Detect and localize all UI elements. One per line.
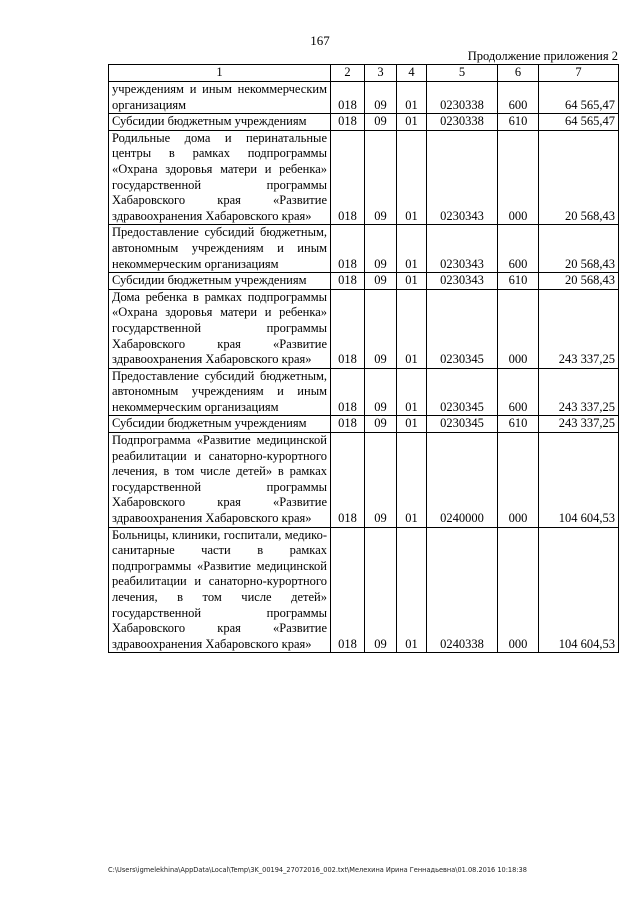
row-section-code: 09 bbox=[365, 273, 397, 290]
row-section-code: 09 bbox=[365, 82, 397, 114]
row-target-article: 0240000 bbox=[427, 433, 498, 528]
row-subsection-code: 01 bbox=[397, 289, 427, 368]
row-section-code: 09 bbox=[365, 368, 397, 416]
row-ministry-code: 018 bbox=[331, 273, 365, 290]
row-subsection-code: 01 bbox=[397, 130, 427, 225]
row-ministry-code: 018 bbox=[331, 82, 365, 114]
row-name-cell: Родильные дома и перинатальные центры в рамках подпрограммы «Охрана здоровья матери и ребенка» государственной программы Хабаровского края «Развитие здравоохранения Хабаровского края» bbox=[109, 130, 331, 225]
row-amount: 20 568,43 bbox=[539, 273, 619, 290]
row-name-cell: Подпрограмма «Развитие медицинской реабилитации и санаторно-курортного лечения, в том числе детей» в рамках государственной программы Хабаровского края «Развитие здравоохранения Хабаровского края» bbox=[109, 433, 331, 528]
row-ministry-code: 018 bbox=[331, 114, 365, 131]
row-ministry-code: 018 bbox=[331, 225, 365, 273]
row-name-cell: учреждениям и иным некоммерческим организациям bbox=[109, 82, 331, 114]
table-row bbox=[109, 433, 619, 528]
table-row bbox=[109, 368, 619, 416]
row-expense-type: 610 bbox=[498, 114, 539, 131]
header-row bbox=[109, 65, 619, 82]
column-header: 1 bbox=[109, 65, 331, 82]
row-name-cell: Предоставление субсидий бюджетным, автономным учреждениям и иным некоммерческим организациям bbox=[109, 225, 331, 273]
row-amount: 20 568,43 bbox=[539, 130, 619, 225]
row-target-article: 0230343 bbox=[427, 130, 498, 225]
row-name-cell: Предоставление субсидий бюджетным, автономным учреждениям и иным некоммерческим организациям bbox=[109, 368, 331, 416]
row-section-code: 09 bbox=[365, 130, 397, 225]
budget-table bbox=[108, 64, 619, 653]
row-target-article: 0230345 bbox=[427, 368, 498, 416]
row-section-code: 09 bbox=[365, 433, 397, 528]
row-name-cell: Субсидии бюджетным учреждениям bbox=[109, 273, 331, 290]
row-amount: 64 565,47 bbox=[539, 114, 619, 131]
row-amount: 243 337,25 bbox=[539, 289, 619, 368]
row-subsection-code: 01 bbox=[397, 225, 427, 273]
row-name-cell: Субсидии бюджетным учреждениям bbox=[109, 114, 331, 131]
row-expense-type: 600 bbox=[498, 368, 539, 416]
row-ministry-code: 018 bbox=[331, 433, 365, 528]
row-section-code: 09 bbox=[365, 416, 397, 433]
column-header: 4 bbox=[397, 65, 427, 82]
row-amount: 243 337,25 bbox=[539, 416, 619, 433]
row-amount: 64 565,47 bbox=[539, 82, 619, 114]
continuation-label: Продолжение приложения 2 bbox=[467, 49, 618, 63]
column-header: 3 bbox=[365, 65, 397, 82]
row-amount: 243 337,25 bbox=[539, 368, 619, 416]
row-ministry-code: 018 bbox=[331, 527, 365, 653]
row-ministry-code: 018 bbox=[331, 289, 365, 368]
table-row bbox=[109, 273, 619, 290]
row-section-code: 09 bbox=[365, 114, 397, 131]
row-target-article: 0230338 bbox=[427, 114, 498, 131]
row-subsection-code: 01 bbox=[397, 273, 427, 290]
row-amount: 104 604,53 bbox=[539, 433, 619, 528]
table-row bbox=[109, 289, 619, 368]
footer-file-path: C:\Users\igmelekhina\AppData\Local\Temp\3K_00194_27072016_002.txt\Мелехина Ирина Геннадьевна\01.08.2016 10:18:38 bbox=[108, 866, 527, 874]
column-header: 5 bbox=[427, 65, 498, 82]
row-section-code: 09 bbox=[365, 289, 397, 368]
row-subsection-code: 01 bbox=[397, 114, 427, 131]
row-amount: 20 568,43 bbox=[539, 225, 619, 273]
row-amount: 104 604,53 bbox=[539, 527, 619, 653]
row-expense-type: 000 bbox=[498, 289, 539, 368]
row-subsection-code: 01 bbox=[397, 82, 427, 114]
row-name-cell: Дома ребенка в рамках подпрограммы «Охрана здоровья матери и ребенка» государственной программы Хабаровского края «Развитие здравоохранения Хабаровского края» bbox=[109, 289, 331, 368]
row-target-article: 0230343 bbox=[427, 273, 498, 290]
row-target-article: 0230345 bbox=[427, 289, 498, 368]
row-subsection-code: 01 bbox=[397, 416, 427, 433]
row-expense-type: 600 bbox=[498, 82, 539, 114]
row-subsection-code: 01 bbox=[397, 527, 427, 653]
row-name-cell: Больницы, клиники, госпитали, медико-санитарные части в рамках подпрограммы «Развитие медицинской реабилитации и санаторно-курортного лечения, в том числе детей» государственной программы Хабаровского края «Развитие здравоохранения Хабаровского края» bbox=[109, 527, 331, 653]
table-row bbox=[109, 82, 619, 114]
row-target-article: 0230343 bbox=[427, 225, 498, 273]
table-row bbox=[109, 114, 619, 131]
table-row bbox=[109, 527, 619, 653]
row-section-code: 09 bbox=[365, 225, 397, 273]
row-expense-type: 000 bbox=[498, 527, 539, 653]
row-section-code: 09 bbox=[365, 527, 397, 653]
table-row bbox=[109, 130, 619, 225]
row-subsection-code: 01 bbox=[397, 368, 427, 416]
table-row bbox=[109, 225, 619, 273]
page-number: 167 bbox=[310, 33, 330, 48]
row-target-article: 0230338 bbox=[427, 82, 498, 114]
row-target-article: 0230345 bbox=[427, 416, 498, 433]
row-expense-type: 610 bbox=[498, 416, 539, 433]
column-header: 2 bbox=[331, 65, 365, 82]
row-expense-type: 610 bbox=[498, 273, 539, 290]
row-ministry-code: 018 bbox=[331, 416, 365, 433]
row-subsection-code: 01 bbox=[397, 433, 427, 528]
column-header: 7 bbox=[539, 65, 619, 82]
row-expense-type: 000 bbox=[498, 130, 539, 225]
row-target-article: 0240338 bbox=[427, 527, 498, 653]
table-row bbox=[109, 416, 619, 433]
row-ministry-code: 018 bbox=[331, 368, 365, 416]
row-ministry-code: 018 bbox=[331, 130, 365, 225]
row-expense-type: 000 bbox=[498, 433, 539, 528]
row-name-cell: Субсидии бюджетным учреждениям bbox=[109, 416, 331, 433]
row-expense-type: 600 bbox=[498, 225, 539, 273]
column-header: 6 bbox=[498, 65, 539, 82]
